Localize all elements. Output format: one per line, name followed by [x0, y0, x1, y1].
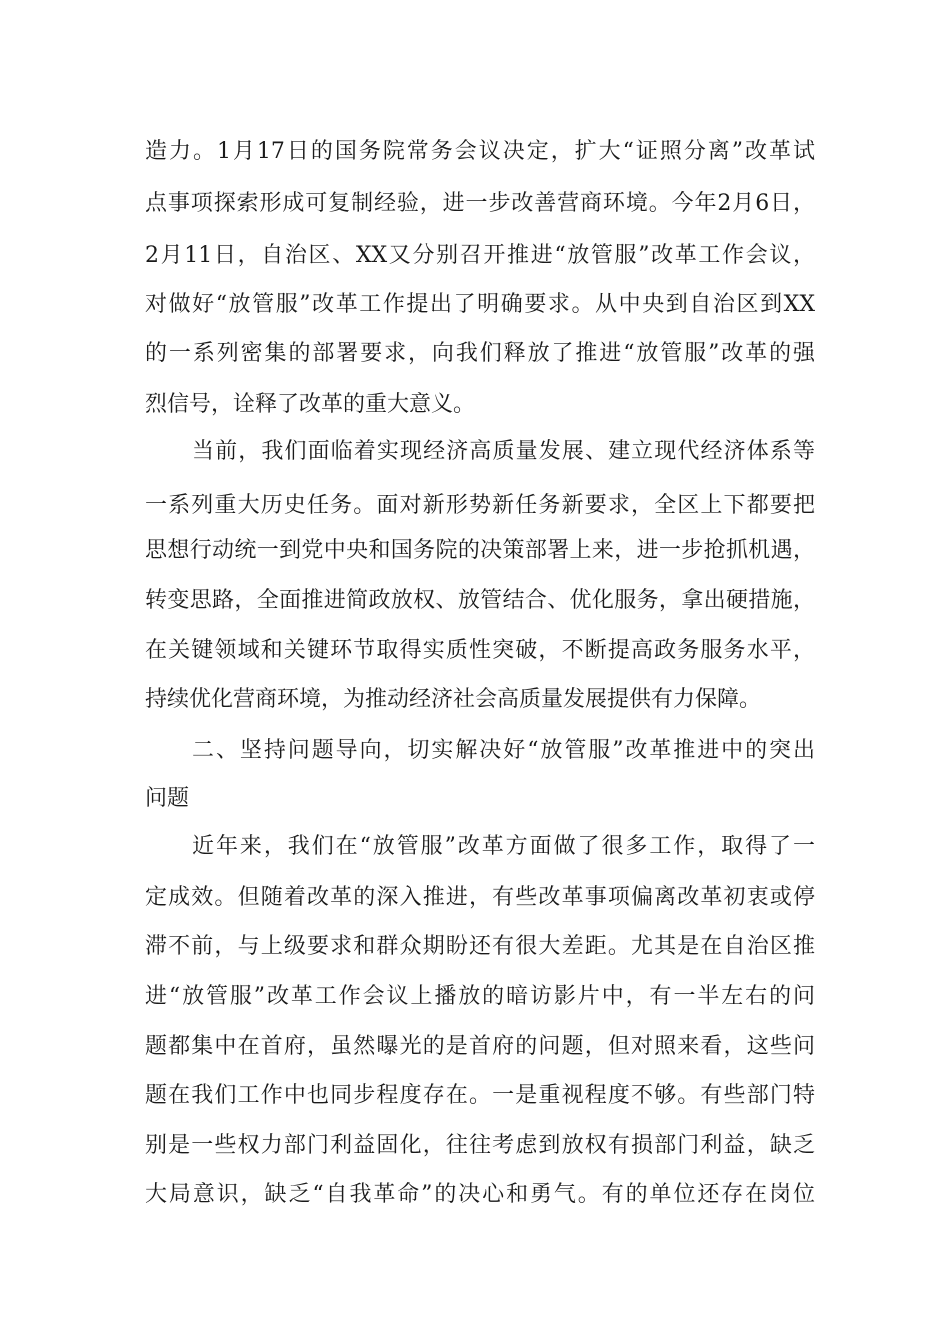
text-line: 大局意识，缺乏“自我革命”的决心和勇气。有的单位还存在岗位 — [145, 1182, 815, 1207]
text-line: 造力。1月17日的国务院常务会议决定，扩大“证照分离”改革试 — [145, 139, 815, 164]
text-line: 定成效。但随着改革的深入推进，有些改革事项偏离改革初衷或停 — [145, 885, 815, 910]
paragraph-first-line: 当前，我们面临着实现经济高质量发展、建立现代经济体系等 — [192, 439, 815, 464]
text-line: 持续优化营商环境，为推动经济社会高质量发展提供有力保障。 — [145, 687, 762, 712]
section-heading: 二、坚持问题导向，切实解决好“放管服”改革推进中的突出 — [192, 738, 815, 763]
text-line: 转变思路，全面推进简政放权、放管结合、优化服务，拿出硬措施， — [145, 588, 815, 613]
text-line: 题都集中在首府，虽然曝光的是首府的问题，但对照来看，这些问 — [145, 1034, 815, 1059]
text-line: 的一系列密集的部署要求，向我们释放了推进“放管服”改革的强 — [145, 341, 815, 366]
text-line: 题在我们工作中也同步程度存在。一是重视程度不够。有些部门特 — [145, 1083, 815, 1108]
text-line: 别是一些权力部门利益固化，往往考虑到放权有损部门利益，缺乏 — [145, 1133, 815, 1158]
section-heading-continued: 问题 — [145, 786, 190, 811]
paragraph-first-line: 近年来，我们在“放管服”改革方面做了很多工作，取得了一 — [192, 834, 815, 859]
text-line: 2月11日，自治区、XX又分别召开推进“放管服”改革工作会议， — [145, 243, 815, 268]
text-line: 在关键领域和关键环节取得实质性突破，不断提高政务服务水平， — [145, 638, 815, 663]
text-line: 一系列重大历史任务。面对新形势新任务新要求，全区上下都要把 — [145, 493, 815, 518]
text-line: 进“放管服”改革工作会议上播放的暗访影片中，有一半左右的问 — [145, 984, 815, 1009]
text-line: 对做好“放管服”改革工作提出了明确要求。从中央到自治区到XX — [145, 292, 815, 317]
text-line: 烈信号，诠释了改革的重大意义。 — [145, 392, 476, 417]
text-line: 滞不前，与上级要求和群众期盼还有很大差距。尤其是在自治区推 — [145, 934, 815, 959]
text-line: 思想行动统一到党中央和国务院的决策部署上来，进一步抢抓机遇， — [145, 538, 815, 563]
text-line: 点事项探索形成可复制经验，进一步改善营商环境。今年2月6日， — [145, 191, 815, 216]
